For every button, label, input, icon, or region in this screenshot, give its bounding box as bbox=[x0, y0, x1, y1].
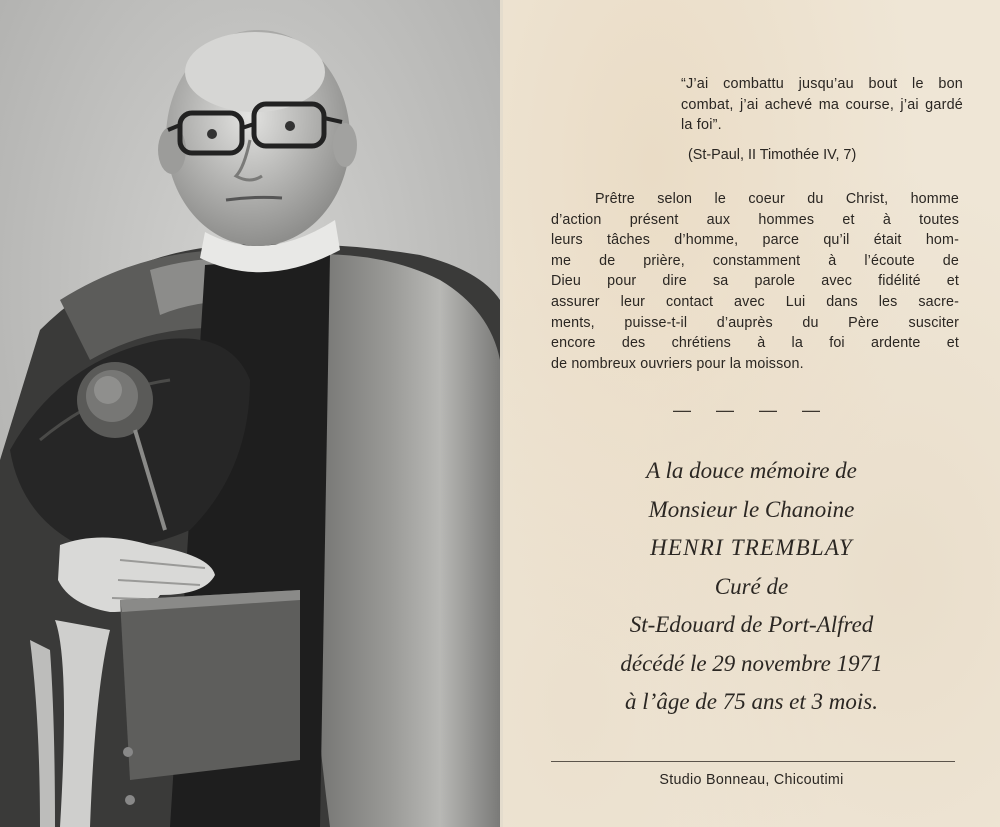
tribute-line: d’action présent aux hommes et à toutes bbox=[551, 211, 959, 228]
tribute-line: leurs tâches d’homme, parce qu’il était hom- bbox=[551, 232, 959, 249]
photographer-credit: Studio Bonneau, Chicoutimi bbox=[659, 772, 844, 788]
office-line: Curé de bbox=[714, 573, 789, 599]
tribute-line: ments, puisse-t-il d’auprès du Père susciter bbox=[551, 314, 959, 331]
tribute-line: encore des chrétiens à la foi ardente et bbox=[551, 335, 959, 352]
dedication-line: A la douce mémoire de bbox=[646, 458, 857, 483]
death-date: décédé le 29 novembre 1971 bbox=[620, 650, 883, 676]
memorial-dedication bbox=[503, 452, 1000, 722]
tribute-line: Prêtre selon le coeur du Christ, homme bbox=[595, 191, 959, 207]
tribute-line: de nombreux ouvriers pour la moisson. bbox=[551, 355, 804, 372]
footer-rule bbox=[551, 761, 955, 762]
tribute-line: me de prière, constamment à l’écoute de bbox=[551, 252, 959, 269]
age-at-death: à l’âge de 75 ans et 3 mois. bbox=[625, 689, 878, 714]
tribute-line: Dieu pour dire sa parole avec fidélité et bbox=[551, 273, 959, 290]
scripture-reference: (St-Paul, II Timothée IV, 7) bbox=[688, 147, 857, 163]
parish-name: St-Edouard de Port-Alfred bbox=[629, 612, 874, 637]
dedication-title: Monsieur le Chanoine bbox=[648, 496, 855, 522]
tribute-paragraph bbox=[551, 189, 959, 374]
scripture-quote: “J’ai combattu jusqu’au bout le bon combat, j’ai achevé ma course, j’ai gardé la foi”. bbox=[681, 76, 963, 133]
section-separator: — — — — bbox=[672, 400, 830, 420]
deceased-name: HENRI TREMBLAY bbox=[650, 535, 853, 560]
tribute-line: assurer leur contact avec Lui dans les sacre- bbox=[551, 293, 959, 310]
memorial-card-text bbox=[503, 0, 1000, 827]
